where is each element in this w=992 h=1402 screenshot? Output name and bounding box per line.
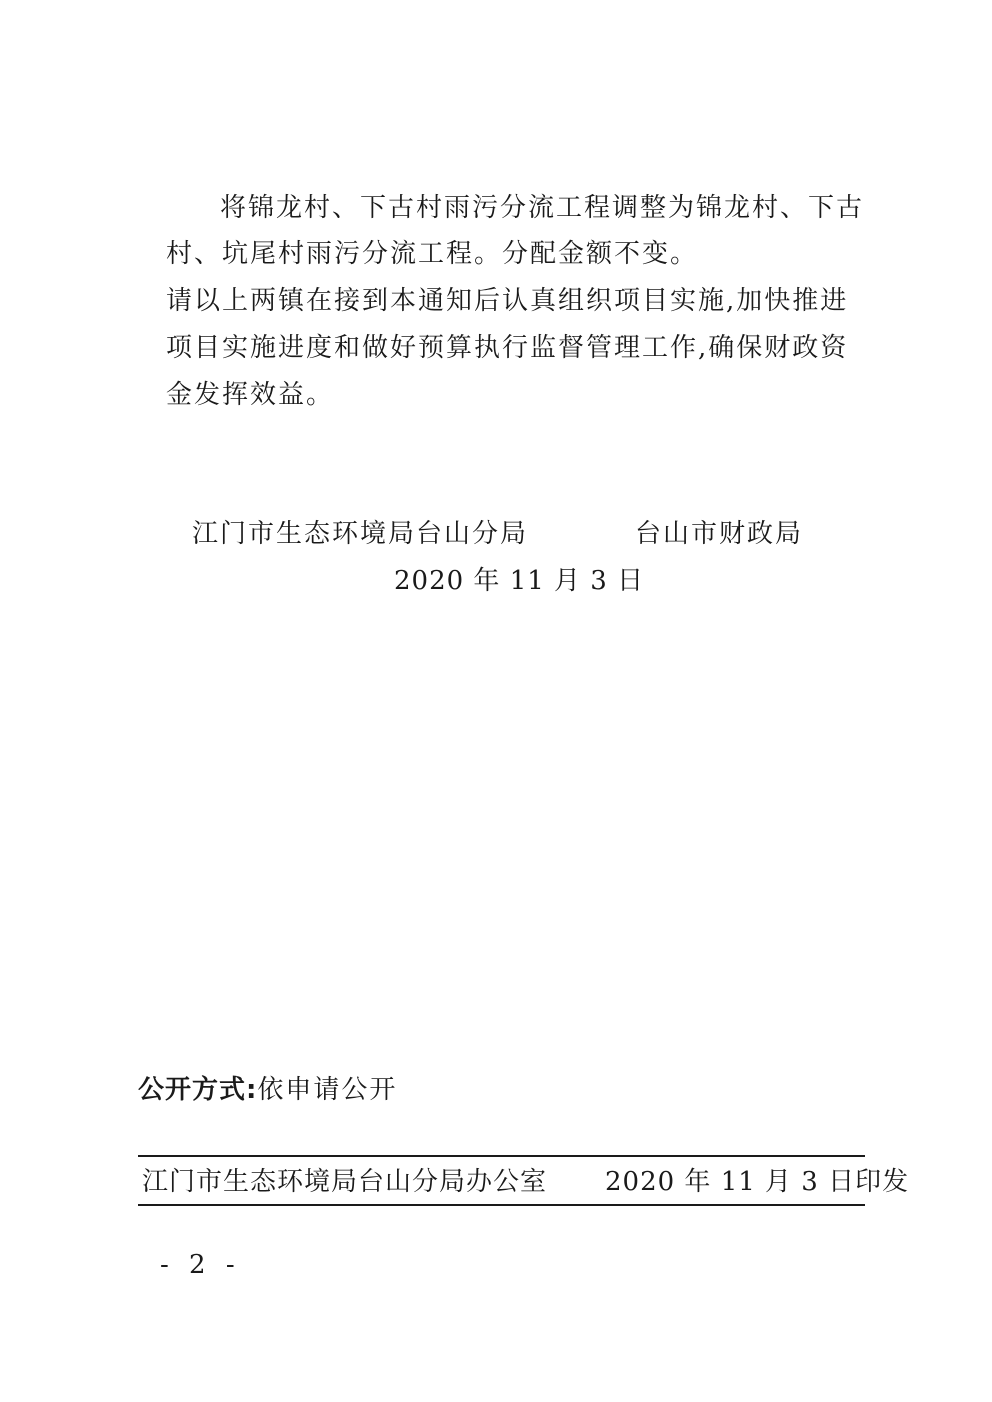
disclosure-label: 公开方式: bbox=[138, 1075, 258, 1105]
issuer-right: 台山市财政局 bbox=[635, 519, 804, 549]
disclosure-value: 依申请公开 bbox=[257, 1075, 398, 1105]
footer-issue-date: 2020 年 11 月 3 日印发 bbox=[605, 1167, 910, 1197]
body-paragraph-line-1: 将锦龙村、下古村雨污分流工程调整为锦龙村、下古 bbox=[220, 193, 865, 223]
page-number: - 2 - bbox=[160, 1250, 241, 1280]
footer-bottom-rule bbox=[138, 1204, 865, 1206]
footer-top-rule bbox=[138, 1155, 865, 1157]
disclosure-method bbox=[138, 1075, 397, 1105]
body-paragraph-line-4: 项目实施进度和做好预算执行监督管理工作,确保财政资 bbox=[166, 333, 849, 363]
body-paragraph-line-5: 金发挥效益。 bbox=[166, 380, 335, 410]
body-paragraph-line-3: 请以上两镇在接到本通知后认真组织项目实施,加快推进 bbox=[166, 286, 849, 316]
issuer-left: 江门市生态环境局台山分局 bbox=[192, 519, 529, 549]
footer-office: 江门市生态环境局台山分局办公室 bbox=[142, 1167, 548, 1197]
signature-date: 2020 年 11 月 3 日 bbox=[394, 566, 645, 596]
body-paragraph-line-2: 村、坑尾村雨污分流工程。分配金额不变。 bbox=[166, 239, 699, 269]
